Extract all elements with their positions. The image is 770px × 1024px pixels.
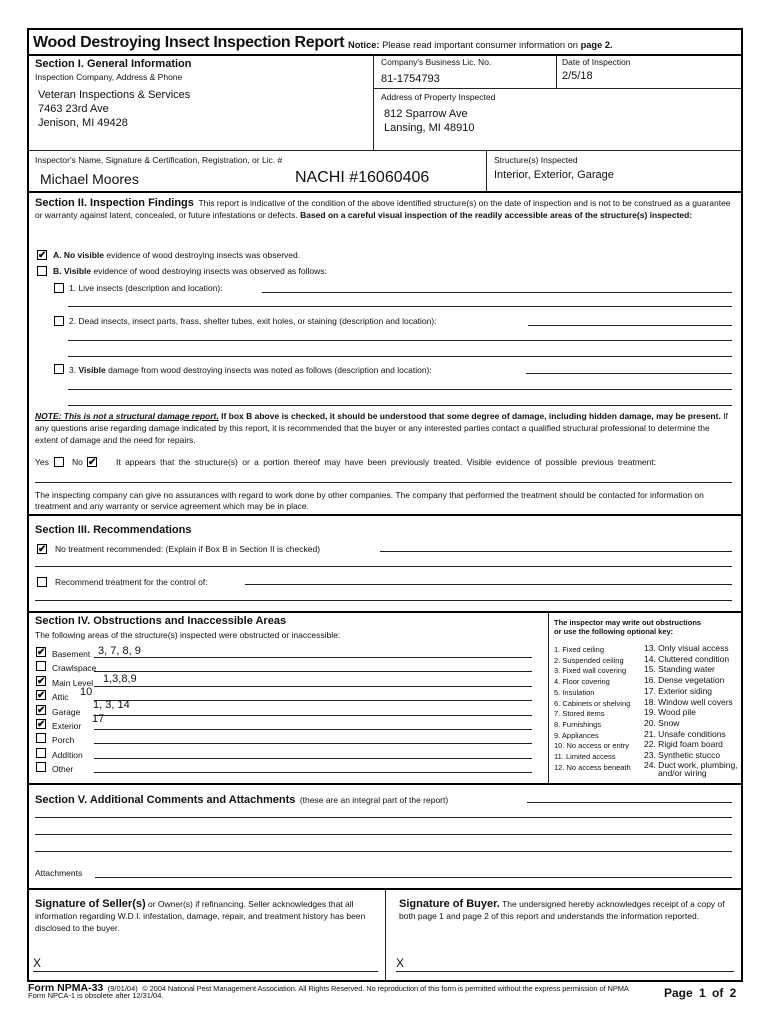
section4-heading: Section IV. Obstructions and Inaccessible Areas [35,615,287,627]
no-treatment-label: No treatment recommended: (Explain if Box B in Section II is checked) [55,544,321,554]
area-label: Porch [52,735,75,746]
inspector-name[interactable]: Michael Moores [40,171,139,187]
license-value[interactable]: 81-1754793 [381,73,440,85]
area-value[interactable]: 17 [92,713,105,725]
notice: Notice: Please read important consumer information on page 2. [348,40,613,50]
key-item: 17. Exterior siding [644,685,713,696]
section1-heading: Section I. General Information [35,58,192,70]
property-address[interactable]: 812 Sparrow Ave Lansing, MI 48910 [384,108,475,134]
dead-insects-label: 2. Dead insects, insect parts, frass, shelter tubes, exit holes, or staining (description and location): [69,316,437,326]
area-checkbox-garage[interactable]: ✔ [37,704,46,716]
key-item: 1. Fixed ceiling [554,645,605,654]
section5-header: Section V. Additional Comments and Attachments (these are an integral part of the report) [35,794,449,806]
live-insects-label: 1. Live insects (description and location): [69,283,223,293]
attachments-label: Attachments [35,868,83,878]
area-label: Crawlspace [52,663,97,674]
area-checkbox-basement[interactable]: ✔ [37,647,46,658]
report-title: Wood Destroying Insect Inspection Report [33,34,345,51]
key-right-list [644,643,738,777]
area-checkbox-addition[interactable] [36,748,46,758]
area-checkbox-crawlspace[interactable] [36,661,46,671]
area-checkbox-exterior[interactable]: ✔ [37,719,46,730]
area-value[interactable]: 3, 7, 8, 9 [98,645,141,657]
buyer-signature-text: Signature of Buyer. The undersigned hereby acknowledges receipt of a copy of both page 1 and page 2 of this report and understands the information reported. [399,898,725,921]
key-item: 8. Furnishings [554,719,602,729]
treated-no-label: No [72,457,83,467]
key-item: 20. Snow [644,717,680,728]
area-label: Main Level [52,677,94,688]
form-footer: Form NPMA-33 (9/01/04) © 2004 National Pest Management Association. All Rights Reserved. No reproduction of this form is permitted without the express permission of NPMA [28,982,629,994]
treated-yes-checkbox[interactable] [54,457,64,467]
key-item: 14. Cluttered condition [644,653,730,664]
key-item: 2. Suspended ceiling [554,655,624,665]
key-item: 13. Only visual access [644,643,729,653]
area-checkbox-other[interactable] [36,762,46,772]
key-item: 10. No access or entry [554,741,630,751]
license-label: Company's Business Lic. No. [381,57,492,67]
option-b-label: B. Visible evidence of wood destroying insects was observed as follows: [53,266,327,276]
area-label: Garage [52,706,81,717]
company-disclaimer: The inspecting company can give no assurances with regard to work done by other companies. The company that performed the treatment should be contacted for information on treatment and any warranty or service agreement which may be in place. [35,490,704,511]
property-label: Address of Property Inspected [381,92,496,102]
buyer-signature-x[interactable]: X [396,956,405,970]
key-item: 24. Duct work, plumbing, [644,759,738,770]
obsolete-note: Form NPCA-1 is obsolete after 12/31/04. [28,991,164,1000]
area-value[interactable]: 1,3,8,9 [103,673,137,685]
structures-label: Structure(s) Inspected [494,155,578,165]
key-item: 7. Stored items [554,709,605,719]
key-item: 3. Fixed wall covering [554,666,627,676]
option-a-label: A. No visible evidence of wood destroying insects was observed. [53,250,301,260]
key-item: 12. No access beneath [554,762,631,772]
area-checkbox-porch[interactable] [36,733,46,743]
section4-subheading: The following areas of the structure(s) inspected were obstructed or inaccessible: [35,630,341,640]
seller-signature-x[interactable]: X [33,956,42,970]
no-treatment-checkbox[interactable]: ✔ [38,544,47,555]
structures-value[interactable]: Interior, Exterior, Garage [494,169,614,181]
key-item: 11. Limited access [554,752,616,762]
structural-note: NOTE: This is not a structural damage report. If box B above is checked, it should be understood that some degree of damage, including hidden damage, may be present. If any questions arise regarding damage indicated by this report, it is recommended that the buyer or any interested parties contact a qualified structural professional to determine the extent of damage and the need for repairs. [35,411,728,445]
inspector-cert[interactable]: NACHI #16060406 [295,169,430,186]
treated-no-checkbox[interactable]: ✔ [88,457,97,468]
inspector-label: Inspector's Name, Signature & Certification, Registration, or Lic. # [35,155,283,165]
key-item: 21. Unsafe conditions [644,728,726,739]
live-insects-checkbox[interactable] [54,283,64,293]
key-item: and/or wiring [658,767,707,778]
key-item: 16. Dense vegetation [644,675,725,686]
option-a-checkbox[interactable]: ✔ [38,250,47,261]
section2-intro: Section II. Inspection Findings This report is indicative of the condition of the above identified structure(s) on the date of inspection and is not to be construed as a guarantee or warranty against latent, concealed, or future infestations or defects. Based on a careful visual inspection of the readily accessible areas of the structure(s) inspected: [35,197,731,220]
area-label: Other [52,764,74,775]
area-label: Exterior [52,721,82,731]
key-item: 6. Cabinets or shelving [554,698,631,708]
area-label: Attic [52,692,69,703]
treated-text: It appears that the structure(s) or a portion thereof may have been previously treated. Visible evidence of possible previous treatment: [116,457,657,467]
area-checkbox-main-level[interactable]: ✔ [37,675,46,687]
treated-yes-label: Yes [35,457,49,467]
key-item: 9. Appliances [554,730,599,740]
page-number: Page 1 of 2 [664,986,737,1000]
key-item: 15. Standing water [644,664,715,675]
date-value[interactable]: 2/5/18 [562,70,593,82]
area-value[interactable]: 10 [80,686,93,698]
option-b-checkbox[interactable] [37,266,47,276]
key-item: 5. Insulation [554,687,595,697]
area-label: Addition [52,749,83,760]
key-item: 4. Floor covering [554,677,610,687]
key-left-list [554,645,631,773]
visible-damage-checkbox[interactable] [54,364,64,374]
key-heading: The inspector may write out obstructions or use the following optional key: [554,618,702,636]
key-item: 19. Wood pile [644,707,696,718]
company-label: Inspection Company, Address & Phone [35,72,183,82]
area-checkbox-attic[interactable]: ✔ [37,690,46,702]
key-item: 23. Synthetic stucco [644,750,721,761]
recommend-treatment-checkbox[interactable] [37,577,47,587]
seller-signature-text: Signature of Seller(s) or Owner(s) if refinancing. Seller acknowledges that all information regarding W.D.I. infestation, damage, repair, and treatment history has been disclosed to the buyer. [35,898,366,933]
date-label: Date of Inspection [562,57,631,67]
recommend-treatment-label: Recommend treatment for the control of: [55,577,208,587]
area-label: Basement [52,649,91,659]
dead-insects-checkbox[interactable] [54,316,64,326]
key-item: 22. Rigid foam board [644,739,723,750]
area-value[interactable]: 1, 3, 14 [93,699,130,711]
company-address[interactable]: Veteran Inspections & Services 7463 23rd Ave Jenison, MI 49428 [38,89,191,129]
visible-damage-label: 3. Visible damage from wood destroying insects was noted as follows (description and location): [69,365,432,375]
section3-heading: Section III. Recommendations [35,524,192,536]
key-item: 18. Window well covers [644,696,733,707]
